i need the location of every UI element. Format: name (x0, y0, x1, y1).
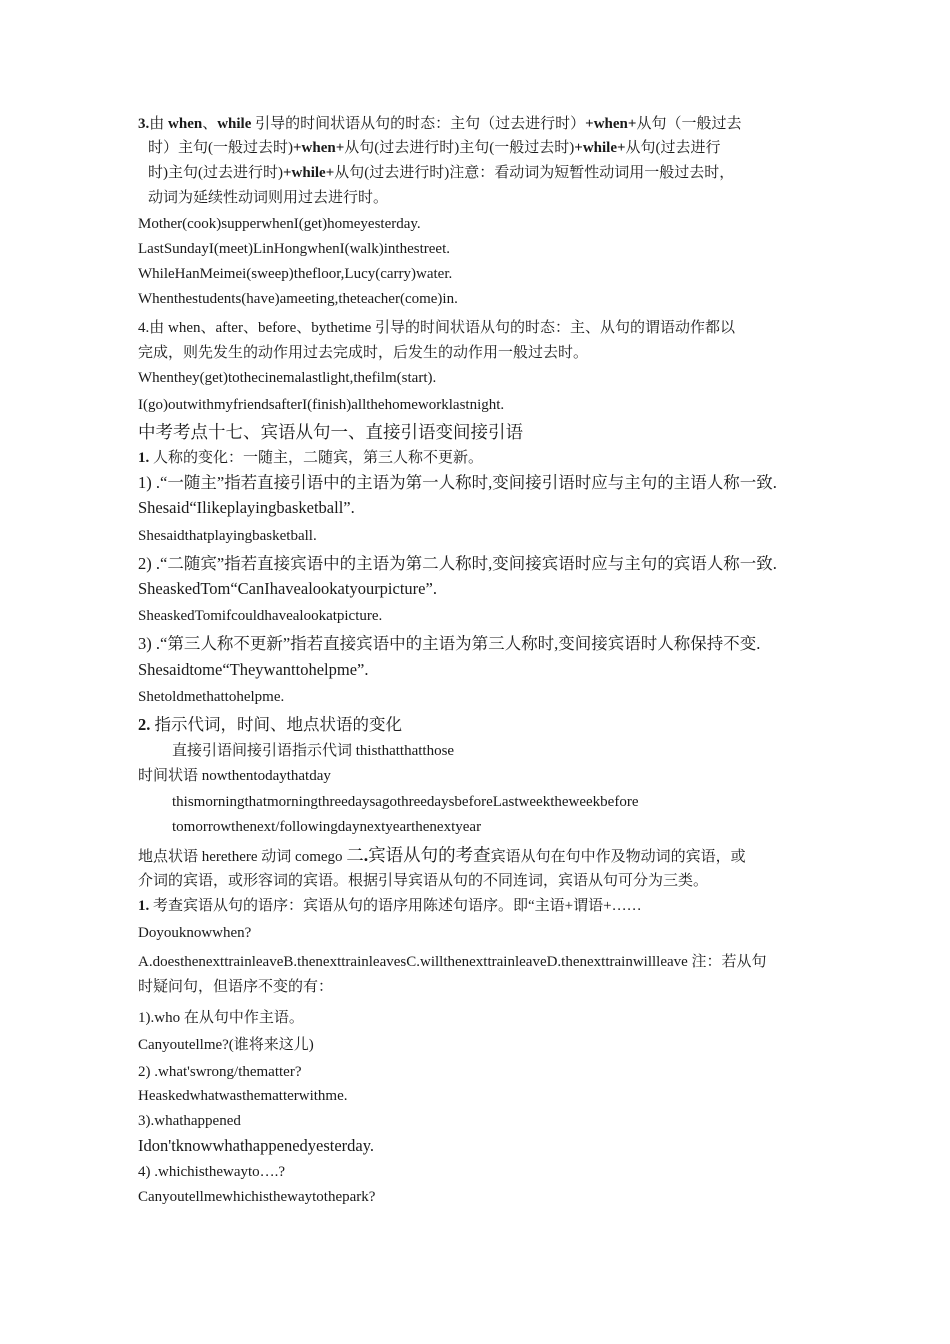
text-line: A.doesthenexttrainleaveB.thenexttrainleavesC.willthenexttrainleaveD.thenexttrainwillleave 注：若从句 (138, 954, 767, 970)
text-line: Shesaid“Ilikeplayingbasketball”. (138, 498, 355, 517)
text-line: 2) .“二随宾”指若直接宾语中的主语为第二人称时,变间接宾语时应与主句的宾语人称一致. (138, 554, 777, 573)
text-line: Canyoutellmewhichisthewaytothepark? (138, 1189, 376, 1205)
text-line: SheaskedTomifcouldhavealookatpicture. (138, 608, 383, 624)
text-line: WhileHanMeimei(sweep)thefloor,Lucy(carry)water. (138, 266, 453, 282)
text-line: 时间状语 nowthentodaythatday (138, 768, 331, 784)
text-line: 中考考点十七、宾语从句一、直接引语变间接引语 (138, 422, 523, 442)
text-line: 1. 人称的变化：一随主，二随宾，第三人称不更新。 (138, 450, 484, 466)
text-line: SheaskedTom“CanIhavealookatyourpicture”. (138, 579, 437, 598)
text-line: Heaskedwhatwasthematterwithme. (138, 1088, 348, 1104)
text-line: tomorrowthenext/followingdaynextyearthenextyear (172, 819, 482, 835)
text-line: 1) .“一随主”指若直接引语中的主语为第一人称时,变间接引语时应与主句的主语人称一致. (138, 473, 777, 492)
text-line: Canyoutellme?(谁将来这儿) (138, 1037, 314, 1053)
text-line: 时疑问句，但语序不变的有： (138, 979, 334, 995)
text-line: 3).whathappened (138, 1113, 241, 1129)
text-line: 4) .whichisthewayto….? (138, 1164, 286, 1180)
text-line: 4.由 when、after、before、bythetime 引导的时间状语从句的时态：主、从句的谓语动作都以 (138, 320, 736, 336)
text-line: 直接引语间接引语指示代词 thisthatthatthose (172, 743, 455, 759)
text-line: Shetoldmethattohelpme. (138, 689, 285, 705)
text-line: Whenthestudents(have)ameeting,theteacher(come)in. (138, 291, 458, 307)
text-line: 1).who 在从句中作主语。 (138, 1010, 304, 1026)
text-line: 3) .“第三人称不更新”指若直接宾语中的主语为第三人称时,变间接宾语时人称保持不变. (138, 634, 761, 653)
text-line: Shesaidtome“Theywanttohelpme”. (138, 660, 369, 679)
text-line: Shesaidthatplayingbasketball. (138, 528, 317, 544)
text-line: Idon'tknowwhathappenedyesterday. (138, 1136, 375, 1155)
text-line: 介词的宾语，或形容词的宾语。根据引导宾语从句的不同连词，宾语从句可分为三类。 (138, 873, 709, 889)
text-line: thismorningthatmorningthreedaysagothreedaysbeforeLastweektheweekbefore (172, 794, 639, 810)
text-line: 时)主句(过去进行时)+while+从句(过去进行时)注意：看动词为短暂性动词用一般过去时， (148, 165, 735, 181)
text-line: 3.由 when、while 引导的时间状语从句的时态：主句（过去进行时）+when+从句（一般过去 (138, 116, 742, 132)
text-line: 动词为延续性动词则用过去进行时。 (148, 190, 389, 206)
text-line: I(go)outwithmyfriendsafterI(finish)allthehomeworklastnight. (138, 397, 505, 413)
text-line: 2) .what'swrong/thematter? (138, 1064, 302, 1080)
text-line: 时）主句(一般过去时)+when+从句(过去进行时)主句(一般过去时)+while+从句(过去进行 (148, 140, 721, 156)
text-line: 地点状语 herethere 动词 comego 二.宾语从句的考查宾语从句在句中作及物动词的宾语，或 (138, 845, 746, 865)
text-line: Mother(cook)supperwhenI(get)homeyesterday. (138, 216, 421, 232)
text-line: 完成，则先发生的动作用过去完成时，后发生的动作用一般过去时。 (138, 345, 589, 361)
text-line: LastSundayI(meet)LinHongwhenI(walk)inthestreet. (138, 241, 450, 257)
text-line: 2. 指示代词，时间、地点状语的变化 (138, 715, 402, 734)
text-line: Doyouknowwhen? (138, 925, 252, 941)
text-line: 1. 考查宾语从句的语序：宾语从句的语序用陈述句语序。即“主语+谓语+…… (138, 898, 642, 914)
text-line: Whenthey(get)tothecinemalastlight,thefilm(start). (138, 370, 437, 386)
